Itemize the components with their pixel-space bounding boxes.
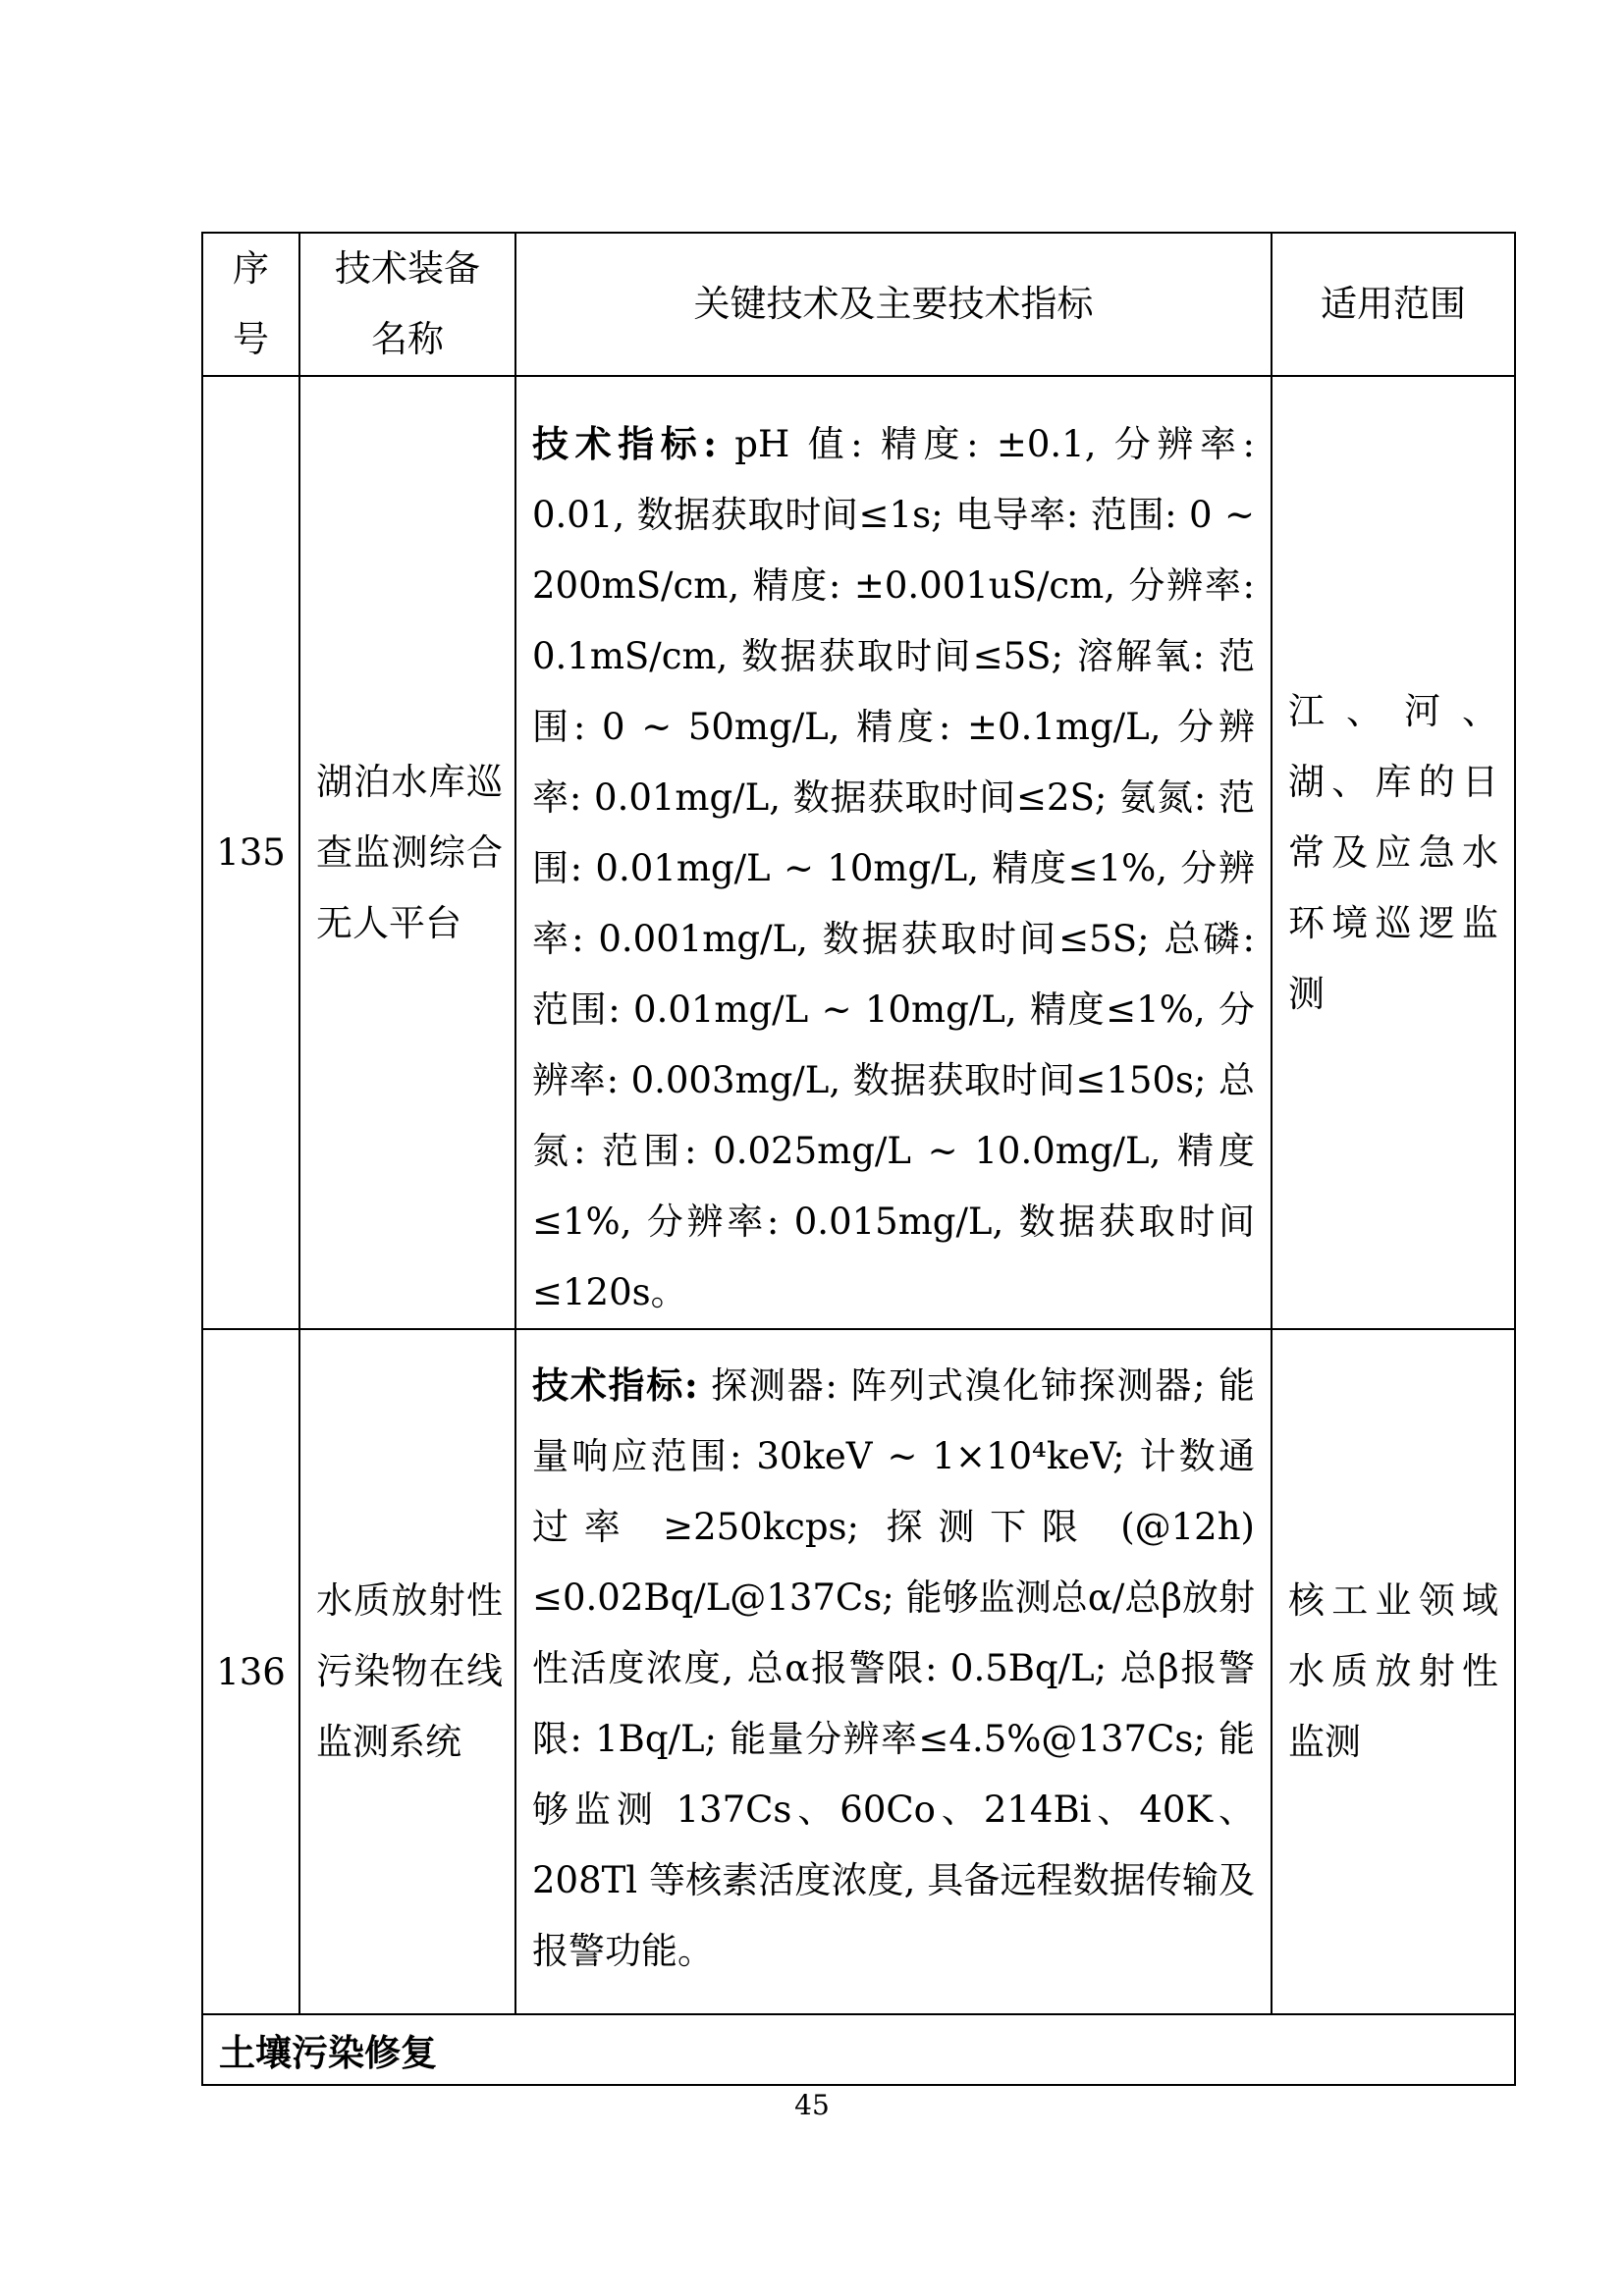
- row-name: 水质放射性污染物在线监测系统: [299, 1329, 515, 2014]
- table-row: [202, 1329, 1515, 2014]
- row-seq: 135: [202, 376, 299, 1329]
- section-title: 土壤污染修复: [202, 2014, 1515, 2085]
- row-scope: 核工业领域水质放射性监测: [1272, 1329, 1515, 2014]
- header-name: 技术装备名称: [299, 233, 515, 376]
- row-spec: [515, 376, 1272, 1329]
- equipment-table: [201, 232, 1516, 2086]
- row-seq: 136: [202, 1329, 299, 2014]
- header-seq: 序号: [202, 233, 299, 376]
- spec-text: 探测器: 阵列式溴化铈探测器; 能量响应范围: 30keV ~ 1×10⁴keV; 计数通过率 ≥250kcps; 探测下限 (@12h) ≤0.02Bq/L@137Cs; 能够监测总α/总β放射性活度浓度, 总α报警限: 0.5Bq/L; 总β报警限: 1Bq/L; 能量分辨率≤4.5%@137Cs; 能够监测 137Cs、60Co、214Bi、40K、208Tl 等核素活度浓度, 具备远程数据传输及报警功能。: [532, 1364, 1255, 1972]
- spec-label: 技术指标:: [532, 1363, 698, 1407]
- spec-label: 技术指标:: [532, 422, 717, 465]
- page-number: 45: [794, 2089, 830, 2121]
- header-spec: 关键技术及主要技术指标: [515, 233, 1272, 376]
- section-row: [202, 2014, 1515, 2085]
- table-header-row: [202, 233, 1515, 376]
- table-row: [202, 376, 1515, 1329]
- row-name: 湖泊水库巡查监测综合无人平台: [299, 376, 515, 1329]
- header-scope: 适用范围: [1272, 233, 1515, 376]
- row-scope: 江、河、湖、库的日常及应急水环境巡逻监测: [1272, 376, 1515, 1329]
- row-spec: [515, 1329, 1272, 2014]
- spec-text: pH 值: 精度: ±0.1, 分辨率: 0.01, 数据获取时间≤1s; 电导率: 范围: 0 ~ 200mS/cm, 精度: ±0.001uS/cm, 分辨率: 0.1mS/cm, 数据获取时间≤5S; 溶解氧: 范围: 0 ~ 50mg/L, 精度: ±0.1mg/L, 分辨率: 0.01mg/L, 数据获取时间≤2S; 氨氮: 范围: 0.01mg/L ~ 10mg/L, 精度≤1%, 分辨率: 0.001mg/L, 数据获取时间≤5S; 总磷: 范围: 0.01mg/L ~ 10mg/L, 精度≤1%, 分辨率: 0.003mg/L, 数据获取时间≤150s; 总氮: 范围: 0.025mg/L ~ 10.0mg/L, 精度≤1%, 分辨率: 0.015mg/L, 数据获取时间≤120s。: [532, 423, 1255, 1313]
